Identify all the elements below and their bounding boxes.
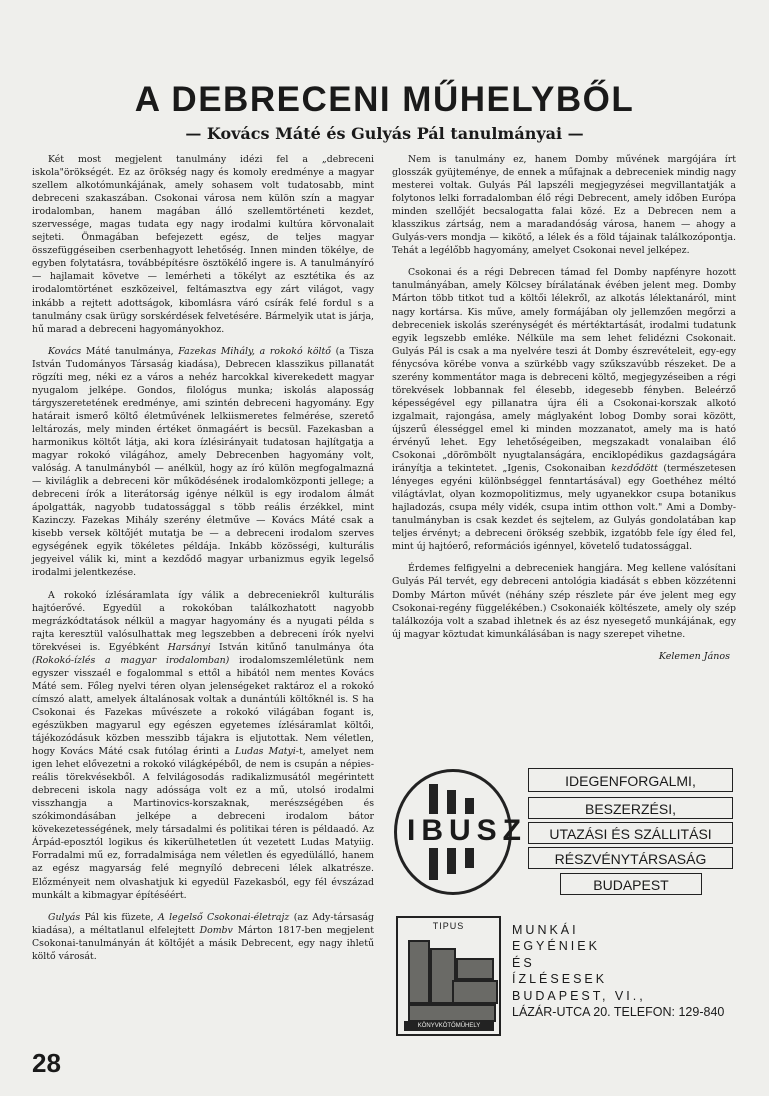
right-column	[392, 153, 736, 663]
ad-address: LÁZÁR-UTCA 20. TELEFON: 129-840	[512, 1005, 725, 1020]
paragraph: Érdemes felfigyelni a debreceniek hangjára. Meg kellene valósítani Gulyás Pál tervét, egy debreceni antológia kiadását s ebben közzétenni Domby Márton művét (néhány szép részlete pár éve jelent meg egy Csokonai-regény függelékében.) Csokonaiék költészete, amely oly szép találkozója volt a szabad ihletnek és az ész nyesegető munkájának, egy új magyar köztudat kimunkálásában is nagy szerepet vihetne.	[392, 563, 736, 640]
ad-line: ÉS	[512, 955, 535, 970]
ad-line: MUNKÁI	[512, 923, 579, 937]
paragraph: Gulyás Pál kis füzete, A legelső Csokonai-életrajz (az Ady-társaság kiadása), a méltatlanul elfelejtett Dombv Márton 1817-ben megjelent Csokonai-tanulmányán át költőjét a másik Debrecent, egy nagy ihletű költő városát.	[32, 911, 374, 962]
paragraph: Csokonai és a régi Debrecen támad fel Domby napfényre hozott tanulmányában, amely Kölcsey bírálatának évében jelent meg. Domby Márton több titkot tud a költői lélekről, az alkotás lélektanáról, mint nagy kortársa. Kis műve, amely formájában oly jellemzően megőrzi a debreceniek iskolás szerénységét és mértéktartását, irodalmi tudatunk egyik legszebb emléke. Nélküle ma sem lehet felidézni Csokonait. Gulyás Pál is csak a ma nyelvére teszi át Domby észrevételeit, egy-egy fénycsóva körébe vonva a szürkébb vagy szűkszavúbb részeket. De a szerény kommentátor maga is debreceni költő, megjegyzéseiben a régi törekvések lobbannak fel élesebb, idegesebb fényben. Beleérző képességével egy pillanatra újra éli a Csokonai-korszak alkotó izgalmait, rajongása, amely máglyaként lobog Domby sorai között, újszerű élességgel emel ki minden mozzanatot, amely ma is ható érvényű lehet. Egy lehetőségeiben, megszakadt vonalaiban élő Csokonai „dörömbölt nyugtalanságára, enciklopédikus gazdagságára irányítja a tekintetet. „Igenis, Csokonaiban kezdődött (természetesen lényeges egyéni különbséggel fenntartásával) egy Goethéhez méltó világtávlat, olyan kozmopolitizmus, mely ugyanekkor csupa botanikus hajladozás, csupa mély vidék, csupa intim otthon volt." Ami a Domby-tanulmányban is csak kezdet és sejtelem, az Gulyás gondolatában kap teljes érvényt; a debreceni örökség szebbik, izgatóbb fele így éled fel, mint új hajtóerő, reformációs igénnyel, követelő tudatossággal.	[392, 267, 736, 553]
ad-line: UTAZÁSI ÉS SZÁLLITÁSI	[528, 822, 733, 844]
tipus-logo-text: TIPUS	[432, 921, 465, 931]
paragraph: Nem is tanulmány ez, hanem Domby művének margójára írt glosszák gyüjteménye, de ennek a műfajnak a debreceniek mindig nagy mesterei voltak. Gulyás Pál lapszéli megjegyzései megvillantatják a folytonos lelki forradalomban élő régi Debrecent, amely időben Európa minden szellőjét becsalogatta falai közé. Ez a Debrecen nem a klasszikus zártság, nem a maradandóság városa, hanem — ahogy a Gulyás-vers mondja — kikötő, a lélek és a föld tájainak találkozópontja. Tehát a legélőbb hagyomány, amelyet Csokonai nevel jelképez.	[392, 154, 736, 257]
author-signature: Kelemen János	[658, 650, 730, 662]
article-subtitle: — Kovács Máté és Gulyás Pál tanulmányai —	[185, 124, 584, 143]
paragraph: Két most megjelent tanulmány idézi fel a „debreceni iskola"örökségét. Ez az örökség nagy és komoly eredménye a magyar szellem alkotómunkájának, amely sohasem volt tudatosabb, mint debreceni szakaszában. Csokonai városa nem külön szín a magyar irodalomban, hanem magában álló szellemtörténeti kezdet, szervessége, magas tudata egy nagy irodalmi kultúra körvonalait sejteti. Önmagában befejezett egész, de teljes magyar összefüggéseiben cserbenhagyott lehetőség. Innen minden tökélye, de egyben folytatásra, továbbépítésre ösztökélő ingere is. A tanulmányíró — hajlamait követve — lemérheti a tökélyt az esztétika és az irodalomtörténet eszközeivel, feltámasztva egy zárt világot, vagy inkább a rejtett adottságok, kibomlásra váró csírák felé fordul s a tanulmány csak ürügy sorskérdések felvetésére. Bármelyik utat is járja, hű marad a debreceni hagyományokhoz.	[32, 154, 374, 335]
bindery-plaque: KÖNYVKÖTŐMŰHELY	[404, 1021, 494, 1031]
ibusz-advertisement	[392, 768, 737, 898]
paragraph: Kovács Máté tanulmánya, Fazekas Mihály, a rokokó költő (a Tisza István Tudományos Társaság kiadása), Debrecen klasszikus pillanatát rögzíti meg, néki ez a város a nehéz harcokkal kiverekedett magyar nyugalom jelképe. Gondos, filológus munka; iskolás alaposság tárgyszeretetének eredménye, ami szintén debreceni hagyomány. Egy határait ismerő költő életművének lelkiismeretes felmérése, szerető leltározás, mely minden értéket önmagáért is becsül. Fazekasban a harmonikus költőt látja, aki kora ízlésirányait tudatosan hajlítgatja a magyar rokokó világához, amely Debrecenben hagyomány volt, valóság. A tanulmányból — anélkül, hogy az író külön megfogalmazná — kiviláglik a debreceni kör működésének irodalomközponti jellege; a debreceni írók a literátorság igénye nélkül is egy irodalom álmát ápolgatták, nagyobb tudatossággal s több reális érzékkel, mint Kazinczy. Fazekas Mihály szerény életműve — Kovács Máté csak a kisebb versek költőjét mutatja be — a debreceni irodalom szerves egységének egyik tökéletes példája. Inkább közösségi, kulturális jegyeivel válik ki, mint a kezdődő magyar urbanizmus egyik legelső irodalmi jelentkezése.	[32, 345, 374, 579]
ad-line: BESZERZÉSI,	[528, 797, 733, 819]
ad-line: EGYÉNIEK	[512, 939, 600, 954]
paragraph: A rokokó ízlésáramlata így válik a debreceniekről kulturális hajtóerővé. Egyedül a rokokóban találkozhatott nagyobb megrázkódtatások nélkül a magyar hagyomány és a nyugati példa s rajta keresztül valósulhattak meg legszebben a debreceni írók nyelvi törekvései is. Egyébként Harsányi István kitűnő tanulmánya óta (Rokokó-ízlés a magyar irodalomban) irodalomszemléletünk nem egyszer visszaél e fogalommal s ettől a hibától nem mentes Kovács Máté sem. Főleg nyelvi téren olyan jelenségeket raktároz el a rokokó címszó alatt, amelyek általánosak voltak a dunántúli költőknél is. S ha Csokonai és Fazekas művészete a rokokó világában fogant is, egészükben magyarul egy egészen egyetemes ízlésáramlat költői, tájékozódásuk közben messzibb tájakra is eljutottak. Nem véletlen, hogy Kovács Máté csak futólag érinti a Ludas Matyi-t, amelyet nem igen lehet elővezetni a rokokó világképéből, de nem is csupán a népies-reális törekvésekből. A felvilágosodás radikalizmusától megérintett debreceni iskola nagy adóssága volt ez a mű, utolsó irodalmi visszhangja a Martinovics-korszaknak, merészségében és szókimondásában jelképe a debreceni irodalom bátor kövekezetességének, mely társadalmi és politikai téren is példaadó. Az Árpád-eposztól logikus és kikerülhetetlen út vezetett Ludas Matyiig. Forradalmi mű ez, forradalmisága nem véletlen és egyedülálló, hanem az egész magyarság felé megnyíló debreceni lélek alkatrésze. Előzményeit nem olvashatjuk ki egyedül Fazekasból, egy fél évszázad munkált a kibmagyar építéséért.	[32, 589, 374, 901]
ad-line: RÉSZVÉNYTÁRSASÁG	[528, 847, 733, 869]
ad-line: BUDAPEST	[560, 873, 702, 895]
books-illustration	[396, 916, 501, 1036]
left-column	[32, 153, 374, 963]
ad-line: ÍZLÉSESEK	[512, 972, 608, 987]
tipus-advertisement	[392, 912, 737, 1042]
ibusz-logo-text: IBUSZ	[407, 814, 527, 847]
page-number: 28	[32, 1048, 61, 1078]
ad-line: BUDAPEST, VI.,	[512, 988, 646, 1003]
ad-line: IDEGENFORGALMI,	[528, 768, 733, 792]
ibusz-logo	[394, 769, 527, 895]
tipus-ad-text	[512, 922, 732, 1020]
article-title: A DEBRECENI MŰHELYBŐL	[134, 80, 635, 119]
